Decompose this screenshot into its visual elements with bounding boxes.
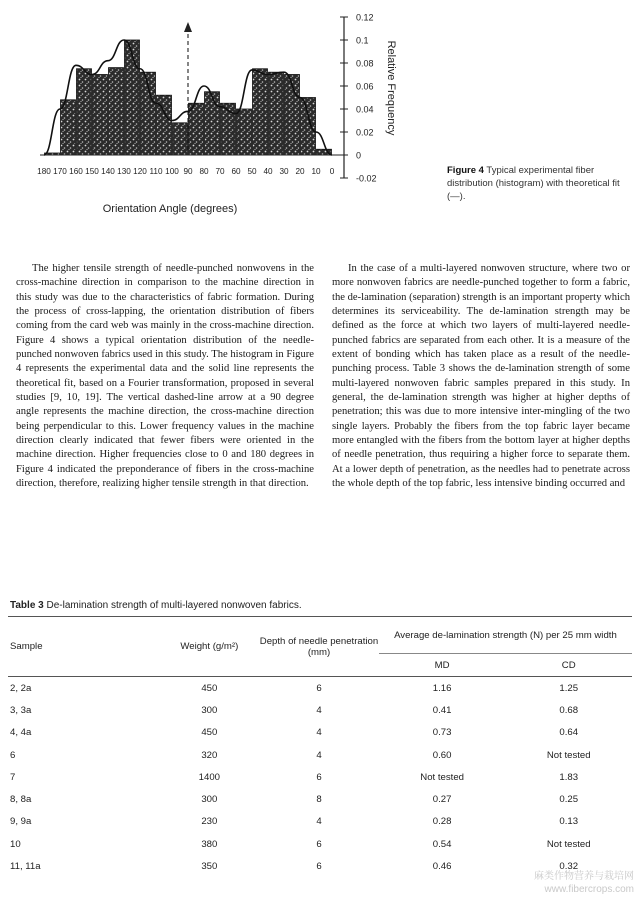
x-tick-label: 150 <box>85 167 99 176</box>
cell-depth: 6 <box>316 838 322 850</box>
histogram-bar <box>205 92 220 155</box>
figure-caption-text: Typical experimental fiber distribution (histogram) with theoretical fit (—). <box>447 165 620 202</box>
watermark-line-2: www.fibercrops.com <box>544 884 634 895</box>
cell-sample: 2, 2a <box>10 682 32 694</box>
cell-cd: 0.25 <box>559 794 579 806</box>
y-tick-label: 0.04 <box>356 104 374 115</box>
histogram-bar <box>269 72 284 155</box>
cell-depth: 8 <box>316 794 322 806</box>
cell-sample: 7 <box>10 771 16 783</box>
y-tick-label: 0.08 <box>356 58 374 69</box>
header-average-strength: Average de-lamination strength (N) per 25 mm width <box>379 617 632 654</box>
right-paragraph: In the case of a multi-layered nonwoven structure, where two or more nonwoven fabrics are needle-punched together to form a fabric, the de-lamination (separation) strength is an important property which determines its serviceability. The de-lamination strength may be defined as the force at which two layers of multi-layered needle-punched fabrics are separated from each other. It is a measure of the extent of bonding which has taken place as a result of the needle-punching process. Table 3 shows the de-lamination strength of some multi-layered nonwoven fabric samples prepared in this study. In general, the de-lamination strength was higher at higher depths of penetration; this was due to more intensive inter-mingling of the two single layers. Probably the fibers from the top fabric layer became more entangled with the fibers from the bottom layer at higher depths of needle penetration, thus requiring a higher force to separate them. At a lower depth of penetration, as the needles had to penetrate across the whole depth of the top fabric, less intensive binding occurred and <box>332 263 630 490</box>
delamination-table <box>8 616 632 878</box>
histogram-bar <box>253 69 268 155</box>
cell-md: Not tested <box>420 771 464 783</box>
cell-depth: 6 <box>316 861 322 873</box>
cell-cd: 0.64 <box>559 727 579 739</box>
x-tick-label: 20 <box>295 167 305 176</box>
cell-depth: 4 <box>316 727 322 739</box>
cell-weight: 1400 <box>198 771 220 783</box>
cell-md: 0.46 <box>432 861 452 873</box>
cell-cd: 1.25 <box>559 682 579 694</box>
x-tick-label: 40 <box>263 167 273 176</box>
arrow-head-icon <box>184 22 192 32</box>
header-depth: Depth of needle penetration (mm) <box>259 635 379 658</box>
table-body <box>8 677 632 878</box>
histogram-bar <box>93 75 108 156</box>
watermark-line-1: 麻类作物营养与栽培网 <box>534 871 634 882</box>
cell-weight: 350 <box>201 861 218 873</box>
table-caption <box>10 600 302 611</box>
histogram-bar <box>237 109 252 155</box>
header-weight: Weight (g/m²) <box>180 641 239 652</box>
histogram-bar <box>109 68 124 155</box>
x-tick-label: 90 <box>183 167 193 176</box>
y-tick-label: -0.02 <box>356 173 377 184</box>
x-tick-label: 130 <box>117 167 131 176</box>
table-row <box>8 811 632 833</box>
y-axis-label: Relative Frequency <box>385 40 397 136</box>
table-row <box>8 744 632 766</box>
cell-cd: 0.32 <box>559 861 579 873</box>
histogram-bar <box>301 98 316 156</box>
left-paragraph: The higher tensile strength of needle-punched nonwovens in the cross-machine direction in comparison to the machine direction in this study was due to the characteristics of fabric formation. During the process of cross-lapping, the orientation distribution of fibers coming from the card web was mainly in the cross-machine direction. Figure 4 shows a typical orientation distribution of the needle-punched nonwoven fabrics used in this study. The histogram in Figure 4 represents the experimental data and the solid line represents the theoretical fit, based on a Fourier transformation, proposed in several studies [9, 10, 19]. The vertical dashed-line arrow at a 90 degree angle represents the machine direction, the cross-machine direction being perpendicular to this. Lower frequency values in the machine direction clearly indicated that fewer fibers were oriented in the machine direction. Higher frequencies close to 0 and 180 degrees in Figure 4 indicated the preponderance of fibers in the cross-machine direction, therefore, realizing higher tensile strength in that direction. <box>16 263 314 490</box>
table-row <box>8 677 632 700</box>
cell-md: 0.73 <box>432 727 452 739</box>
x-tick-label: 180 <box>37 167 51 176</box>
x-tick-label: 70 <box>215 167 225 176</box>
cell-sample: 4, 4a <box>10 727 32 739</box>
x-tick-label: 110 <box>149 167 163 176</box>
x-axis-label: Orientation Angle (degrees) <box>102 203 238 215</box>
cell-cd: Not tested <box>546 838 591 850</box>
y-tick-label: 0.12 <box>356 12 374 23</box>
cell-md: 0.41 <box>432 704 452 716</box>
cell-sample: 8, 8a <box>10 794 32 806</box>
cell-cd: 1.83 <box>559 771 579 783</box>
x-tick-label: 140 <box>101 167 115 176</box>
x-tick-label: 60 <box>231 167 241 176</box>
y-tick-label: 0.06 <box>356 81 374 92</box>
x-tick-label: 170 <box>53 167 67 176</box>
cell-cd: 0.68 <box>559 704 579 716</box>
left-column <box>16 262 314 492</box>
cell-sample: 11, 11a <box>10 861 41 873</box>
header-md: MD <box>434 659 450 671</box>
cell-weight: 300 <box>201 704 218 716</box>
table-row <box>8 722 632 744</box>
cell-sample: 3, 3a <box>10 704 32 716</box>
y-tick-label: 0.1 <box>356 35 369 46</box>
x-tick-label: 30 <box>279 167 289 176</box>
histogram-bar <box>173 123 188 155</box>
table-row <box>8 833 632 855</box>
header-sample: Sample <box>10 641 43 652</box>
cell-md: 0.54 <box>432 838 452 850</box>
right-column <box>332 262 630 492</box>
cell-depth: 4 <box>316 749 322 761</box>
x-tick-label: 50 <box>247 167 257 176</box>
cell-weight: 450 <box>201 727 218 739</box>
cell-cd: Not tested <box>546 749 591 761</box>
cell-weight: 230 <box>201 816 218 828</box>
table-row <box>8 699 632 721</box>
cell-md: 0.60 <box>432 749 452 761</box>
cell-depth: 6 <box>316 682 322 694</box>
cell-weight: 450 <box>201 682 218 694</box>
cell-sample: 9, 9a <box>10 816 32 828</box>
table-row <box>8 788 632 810</box>
cell-md: 1.16 <box>432 682 452 694</box>
x-tick-label: 10 <box>311 167 321 176</box>
x-tick-label: 0 <box>329 167 335 176</box>
table-row <box>8 766 632 788</box>
cell-depth: 6 <box>316 771 322 783</box>
cell-weight: 320 <box>201 749 218 761</box>
cell-weight: 380 <box>201 838 218 850</box>
figure-caption <box>447 164 632 203</box>
histogram-bar <box>77 69 92 155</box>
x-tick-label: 160 <box>69 167 83 176</box>
y-tick-label: 0 <box>356 150 362 161</box>
cell-md: 0.28 <box>432 816 452 828</box>
x-tick-label: 120 <box>133 167 147 176</box>
cell-depth: 4 <box>316 704 322 716</box>
cell-sample: 6 <box>10 749 16 761</box>
figure-caption-label: Figure 4 <box>447 165 484 176</box>
cell-depth: 4 <box>316 816 322 828</box>
cell-sample: 10 <box>10 838 21 850</box>
header-cd: CD <box>561 659 576 671</box>
x-tick-label: 80 <box>199 167 209 176</box>
y-tick-label: 0.02 <box>356 127 374 138</box>
orientation-histogram-chart <box>0 0 640 240</box>
cell-weight: 300 <box>201 794 218 806</box>
cell-md: 0.27 <box>432 794 452 806</box>
cell-cd: 0.13 <box>559 816 579 828</box>
site-watermark <box>484 870 634 896</box>
figure-4 <box>0 0 640 240</box>
table-caption-label: Table 3 <box>10 600 44 611</box>
x-tick-label: 100 <box>165 167 179 176</box>
table-caption-text: De-lamination strength of multi-layered nonwoven fabrics. <box>46 600 302 611</box>
